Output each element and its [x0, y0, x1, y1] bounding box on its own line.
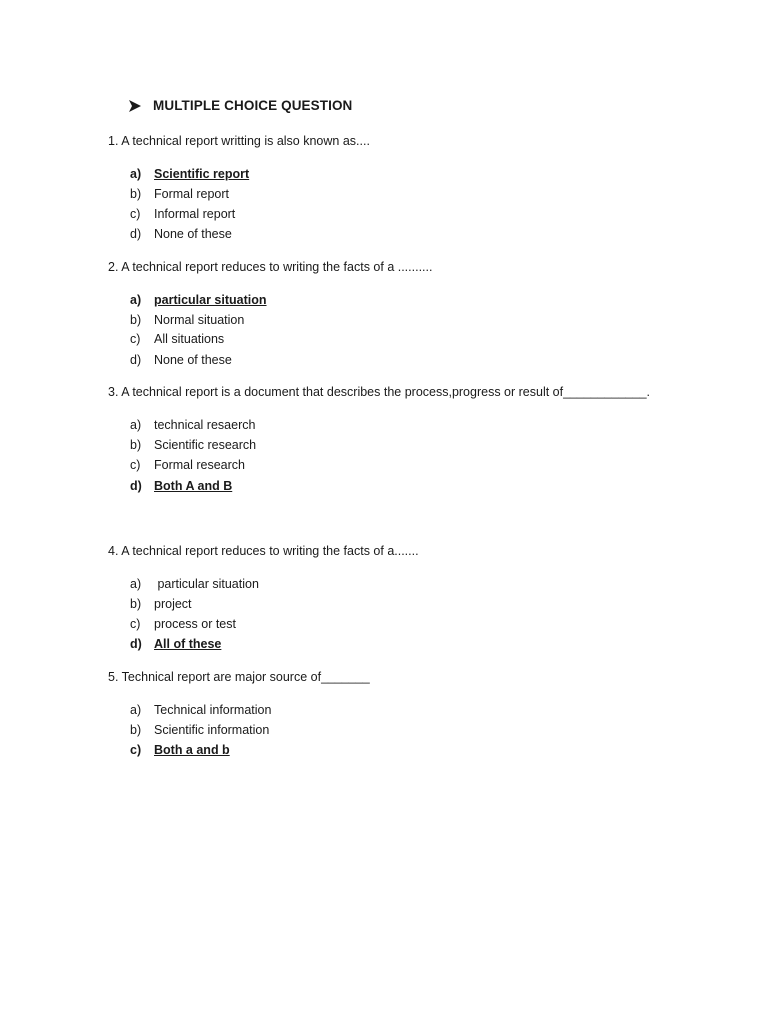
option-letter: d): [130, 227, 142, 241]
section-heading: [128, 98, 352, 113]
option-text: Both a and b: [154, 743, 230, 757]
option-letter: d): [130, 637, 142, 651]
heading-text: MULTIPLE CHOICE QUESTION: [153, 98, 353, 113]
option-letter: c): [130, 743, 142, 757]
option-text: Scientific research: [154, 438, 257, 452]
option-text: Normal situation: [154, 313, 245, 327]
option-letter: a): [130, 418, 142, 432]
option-text: Technical information: [154, 703, 272, 717]
option-letter: a): [130, 703, 142, 717]
option-text: particular situation: [154, 577, 259, 591]
question-1-option-d: [130, 227, 232, 241]
question-1-option-b: [130, 187, 229, 201]
option-text: Informal report: [154, 207, 236, 221]
option-text: project: [154, 597, 192, 611]
option-letter: a): [130, 577, 142, 591]
question-3-option-d: [130, 479, 232, 493]
question-3: 3. A technical report is a document that describes the process,progress or result of____________.: [108, 385, 650, 399]
option-letter: c): [130, 458, 141, 472]
option-letter: c): [130, 207, 141, 221]
question-5: 5. Technical report are major source of_______: [108, 670, 370, 684]
option-letter: a): [130, 167, 142, 181]
question-4-option-c: [130, 617, 236, 631]
question-3-option-b: [130, 438, 256, 452]
question-2-option-b: [130, 313, 244, 327]
option-letter: d): [130, 479, 142, 493]
question-1: 1. A technical report writting is also known as....: [108, 134, 370, 148]
option-letter: c): [130, 332, 141, 346]
option-letter: b): [130, 313, 142, 327]
question-5-option-c: [130, 743, 230, 757]
option-text: technical resaerch: [154, 418, 256, 432]
question-2-option-c: [130, 332, 224, 346]
option-letter: c): [130, 617, 141, 631]
question-4-option-d: [130, 637, 221, 651]
option-text: Scientific information: [154, 723, 270, 737]
option-text: Formal report: [154, 187, 230, 201]
option-text: None of these: [154, 227, 232, 241]
option-letter: b): [130, 597, 142, 611]
question-5-option-a: [130, 703, 271, 717]
question-4-option-b: [130, 597, 192, 611]
option-text: Scientific report: [154, 167, 250, 181]
option-letter: a): [130, 293, 142, 307]
option-text: process or test: [154, 617, 236, 631]
question-2-option-a: [130, 293, 267, 307]
option-letter: b): [130, 187, 142, 201]
option-text: All of these: [154, 637, 222, 651]
question-1-option-c: [130, 207, 235, 221]
question-4: 4. A technical report reduces to writing the facts of a.......: [108, 544, 419, 558]
question-2: 2. A technical report reduces to writing the facts of a ..........: [108, 260, 433, 274]
option-text: All situations: [154, 332, 225, 346]
option-text: Both A and B: [154, 479, 233, 493]
question-4-option-a: [130, 577, 259, 591]
option-letter: d): [130, 353, 142, 367]
question-3-option-a: [130, 418, 255, 432]
arrow-bullet-icon: [128, 99, 142, 113]
option-letter: b): [130, 723, 142, 737]
option-letter: b): [130, 438, 142, 452]
option-text: Formal research: [154, 458, 245, 472]
question-5-option-b: [130, 723, 269, 737]
question-2-option-d: [130, 353, 232, 367]
option-text: None of these: [154, 353, 232, 367]
option-text: particular situation: [154, 293, 267, 307]
question-1-option-a: [130, 167, 249, 181]
question-3-option-c: [130, 458, 245, 472]
